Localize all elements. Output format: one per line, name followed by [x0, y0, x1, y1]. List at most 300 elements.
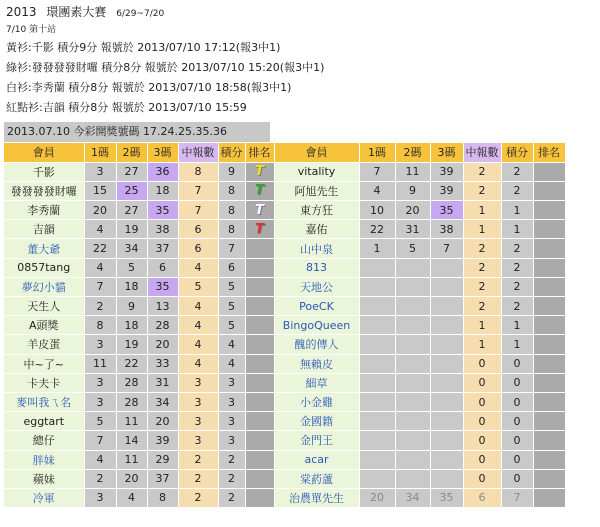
table-row [4, 488, 565, 507]
member-name: 蘋妹 [4, 469, 84, 488]
pick-number [395, 412, 430, 431]
member-name: 吉韻 [4, 220, 84, 239]
pick-number: 4 [116, 488, 147, 507]
member-name: 冷軍 [4, 488, 84, 507]
pick-number: 20 [147, 412, 178, 431]
title-text: 環團素大賽 [46, 5, 107, 19]
points: 3 [218, 392, 245, 411]
member-name: vitality [274, 162, 359, 181]
rank-cell [245, 201, 274, 220]
hit-count: 0 [463, 450, 501, 469]
pick-number [359, 450, 395, 469]
pick-number: 3 [84, 488, 116, 507]
rank-cell [533, 354, 565, 373]
pick-number: 39 [147, 431, 178, 450]
member-name: 嘉佑 [274, 220, 359, 239]
pick-number [359, 277, 395, 296]
points: 0 [501, 412, 533, 431]
pick-number [430, 258, 463, 277]
hit-count: 2 [178, 469, 218, 488]
member-name: acar [274, 450, 359, 469]
pick-number: 37 [147, 469, 178, 488]
pick-number: 34 [147, 392, 178, 411]
table-row [4, 431, 565, 450]
points: 7 [218, 239, 245, 258]
hit-count: 6 [178, 220, 218, 239]
pick-number: 10 [359, 201, 395, 220]
member-name: 總仔 [4, 431, 84, 450]
member-name: 董大爺 [4, 239, 84, 258]
points: 1 [501, 220, 533, 239]
col-n3: 3碼 [147, 143, 178, 162]
points: 8 [218, 220, 245, 239]
pick-number [395, 431, 430, 450]
table-row [4, 316, 565, 335]
points: 8 [218, 201, 245, 220]
hit-count: 4 [178, 258, 218, 277]
pick-number: 27 [116, 201, 147, 220]
member-name: 0857tang [4, 258, 84, 277]
hit-count: 1 [463, 335, 501, 354]
hit-count: 3 [178, 373, 218, 392]
draw-numbers-bar: 2013.07.10 今彩開獎號碼 17.24.25.35.36 [4, 122, 270, 142]
pick-number: 22 [359, 220, 395, 239]
pick-number: 2 [84, 469, 116, 488]
pick-number: 4 [84, 258, 116, 277]
points: 2 [501, 239, 533, 258]
hit-count: 0 [463, 354, 501, 373]
rank-cell [533, 258, 565, 277]
pick-number: 22 [84, 239, 116, 258]
col-points-right: 積分 [501, 143, 533, 162]
pick-number: 8 [147, 488, 178, 507]
table-row [4, 277, 565, 296]
hit-count: 2 [178, 450, 218, 469]
pick-number: 22 [116, 354, 147, 373]
member-name: 東方狂 [274, 201, 359, 220]
hit-count: 0 [463, 431, 501, 450]
points: 0 [501, 469, 533, 488]
pick-number: 28 [116, 373, 147, 392]
rank-cell [533, 181, 565, 200]
points: 5 [218, 297, 245, 316]
table-row [4, 201, 565, 220]
hit-count: 7 [178, 181, 218, 200]
hit-count: 3 [178, 431, 218, 450]
member-name: 卡夫卡 [4, 373, 84, 392]
pick-number [395, 316, 430, 335]
table-row [4, 469, 565, 488]
pick-number: 3 [84, 335, 116, 354]
table-row [4, 297, 565, 316]
pick-number: 35 [147, 277, 178, 296]
points: 1 [501, 316, 533, 335]
table-row [4, 181, 565, 200]
pick-number [430, 335, 463, 354]
table-header-row [4, 143, 565, 162]
points: 5 [218, 277, 245, 296]
pick-number [430, 450, 463, 469]
pick-number: 11 [116, 412, 147, 431]
rank-cell [245, 431, 274, 450]
pick-number: 38 [147, 220, 178, 239]
points: 0 [501, 354, 533, 373]
points: 1 [501, 201, 533, 220]
rank-cell [533, 450, 565, 469]
points: 2 [501, 162, 533, 181]
hit-count: 2 [463, 258, 501, 277]
pick-number [359, 316, 395, 335]
pick-number: 28 [116, 392, 147, 411]
pick-number: 7 [84, 277, 116, 296]
pick-number [359, 392, 395, 411]
pick-number [395, 469, 430, 488]
member-name: 細草 [274, 373, 359, 392]
pick-number [395, 335, 430, 354]
col-hits: 中報數 [178, 143, 218, 162]
rank-cell [533, 201, 565, 220]
pick-number [430, 297, 463, 316]
points: 3 [218, 431, 245, 450]
rank-cell [245, 277, 274, 296]
points: 4 [218, 354, 245, 373]
rank-cell [245, 335, 274, 354]
member-name: 胖妹 [4, 450, 84, 469]
pick-number: 2 [84, 297, 116, 316]
stage-label: 7/10 第十站 [6, 25, 57, 35]
table-row [4, 162, 565, 181]
pick-number: 20 [84, 201, 116, 220]
rank-cell [245, 220, 274, 239]
pick-number [359, 258, 395, 277]
pick-number [359, 469, 395, 488]
table-row [4, 412, 565, 431]
pick-number: 11 [116, 450, 147, 469]
hit-count: 3 [178, 412, 218, 431]
member-name: 夢幻小貓 [4, 277, 84, 296]
rank-cell [533, 373, 565, 392]
table-row [4, 220, 565, 239]
pick-number: 3 [84, 373, 116, 392]
pick-number: 18 [147, 181, 178, 200]
points: 3 [218, 412, 245, 431]
points: 6 [218, 258, 245, 277]
page-title [6, 2, 596, 22]
pick-number: 20 [147, 335, 178, 354]
member-name: 山中泉 [274, 239, 359, 258]
pick-number [430, 373, 463, 392]
points: 0 [501, 373, 533, 392]
points: 5 [218, 316, 245, 335]
col-rank-right: 排名 [533, 143, 565, 162]
pick-number [395, 297, 430, 316]
points: 2 [218, 469, 245, 488]
member-name: 千影 [4, 162, 84, 181]
pick-number [430, 392, 463, 411]
pick-number: 36 [147, 162, 178, 181]
pick-number [430, 431, 463, 450]
page-header [6, 2, 596, 118]
member-name: 天地公 [274, 277, 359, 296]
pick-number [430, 354, 463, 373]
member-name: PoeCK [274, 297, 359, 316]
pick-number: 3 [84, 162, 116, 181]
col-points: 積分 [218, 143, 245, 162]
points: 2 [501, 181, 533, 200]
pick-number [359, 297, 395, 316]
rank-cell [245, 373, 274, 392]
pick-number: 19 [116, 335, 147, 354]
points: 9 [218, 162, 245, 181]
hit-count: 0 [463, 412, 501, 431]
pick-number [395, 277, 430, 296]
member-name: 醜的傳人 [274, 335, 359, 354]
yellow-jersey-icon: T [255, 164, 264, 180]
pick-number [359, 412, 395, 431]
hit-count: 6 [178, 239, 218, 258]
member-name: 棠葯蘆 [274, 469, 359, 488]
member-name: 治農單先生 [274, 488, 359, 507]
points: 3 [218, 373, 245, 392]
pick-number: 5 [395, 239, 430, 258]
pick-number: 28 [147, 316, 178, 335]
member-name: 無賴皮 [274, 354, 359, 373]
hit-count: 0 [463, 373, 501, 392]
rank-cell [533, 469, 565, 488]
pick-number: 15 [84, 181, 116, 200]
points: 2 [218, 488, 245, 507]
hit-count: 1 [463, 316, 501, 335]
hit-count: 2 [178, 488, 218, 507]
pick-number: 35 [430, 488, 463, 507]
rank-cell [245, 239, 274, 258]
pick-number [430, 412, 463, 431]
pick-number: 7 [430, 239, 463, 258]
pick-number [430, 469, 463, 488]
table-row [4, 392, 565, 411]
points: 8 [218, 181, 245, 200]
rank-cell [533, 335, 565, 354]
rank-cell [245, 181, 274, 200]
title-year: 2013 [6, 5, 37, 19]
rank-cell [533, 488, 565, 507]
hit-count: 0 [463, 392, 501, 411]
pick-number: 33 [147, 354, 178, 373]
col-n1: 1碼 [84, 143, 116, 162]
rank-cell [245, 412, 274, 431]
hit-count: 4 [178, 335, 218, 354]
pick-number: 4 [359, 181, 395, 200]
table-row [4, 258, 565, 277]
table-row [4, 354, 565, 373]
hit-count: 1 [463, 201, 501, 220]
hit-count: 3 [178, 392, 218, 411]
col-hits-right: 中報數 [463, 143, 501, 162]
pick-number: 27 [116, 162, 147, 181]
pick-number: 14 [116, 431, 147, 450]
hit-count: 2 [463, 181, 501, 200]
rank-cell [533, 220, 565, 239]
points: 4 [218, 335, 245, 354]
rank-cell [533, 431, 565, 450]
pick-number: 3 [84, 392, 116, 411]
member-name: BingoQueen [274, 316, 359, 335]
member-name: 813 [274, 258, 359, 277]
pick-number: 20 [359, 488, 395, 507]
pick-number [359, 354, 395, 373]
hit-count: 4 [178, 316, 218, 335]
member-name: 天生人 [4, 297, 84, 316]
pick-number: 39 [430, 181, 463, 200]
pick-number: 35 [147, 201, 178, 220]
member-name: 發發發發財囉 [4, 181, 84, 200]
rank-cell [533, 162, 565, 181]
green-jersey-icon: T [255, 183, 264, 199]
pick-number [395, 392, 430, 411]
pick-number: 5 [84, 412, 116, 431]
rank-cell [533, 392, 565, 411]
pick-number: 9 [395, 181, 430, 200]
pick-number: 1 [359, 239, 395, 258]
hit-count: 4 [178, 354, 218, 373]
pick-number: 19 [116, 220, 147, 239]
member-name: 中~了~ [4, 354, 84, 373]
pick-number: 6 [147, 258, 178, 277]
points: 1 [501, 335, 533, 354]
member-name: 李秀蘭 [4, 201, 84, 220]
pick-number: 31 [147, 373, 178, 392]
pick-number [395, 258, 430, 277]
pick-number: 11 [395, 162, 430, 181]
rank-cell [245, 258, 274, 277]
member-name: 麥叫我ㄟ名 [4, 392, 84, 411]
points: 2 [218, 450, 245, 469]
winner-red: 紅點衫:吉韻 積分8分 報號於 2013/07/10 15:59 [6, 101, 247, 114]
pick-number: 29 [147, 450, 178, 469]
col-member-right: 會員 [274, 143, 359, 162]
points: 2 [501, 297, 533, 316]
points: 2 [501, 258, 533, 277]
pick-number: 8 [84, 316, 116, 335]
member-name: eggtart [4, 412, 84, 431]
hit-count: 4 [178, 297, 218, 316]
hit-count: 7 [178, 201, 218, 220]
rank-cell [533, 297, 565, 316]
pick-number: 18 [116, 316, 147, 335]
pick-number [430, 316, 463, 335]
winner-yellow: 黃衫:千影 積分9分 報號於 2013/07/10 17:12(報3中1) [6, 41, 281, 54]
col-n1-right: 1碼 [359, 143, 395, 162]
member-name: 羊皮蛋 [4, 335, 84, 354]
table-row [4, 373, 565, 392]
pick-number [359, 335, 395, 354]
col-n3-right: 3碼 [430, 143, 463, 162]
hit-count: 6 [463, 488, 501, 507]
table-row [4, 239, 565, 258]
table-row [4, 335, 565, 354]
pick-number: 4 [84, 450, 116, 469]
rank-cell [245, 469, 274, 488]
rank-cell [245, 297, 274, 316]
member-name: A頭獎 [4, 316, 84, 335]
pick-number: 7 [84, 431, 116, 450]
pick-number: 31 [395, 220, 430, 239]
hit-count: 2 [463, 277, 501, 296]
pick-number: 9 [116, 297, 147, 316]
rank-cell [245, 450, 274, 469]
pick-number [359, 373, 395, 392]
pick-number: 34 [395, 488, 430, 507]
pick-number: 38 [430, 220, 463, 239]
points: 0 [501, 431, 533, 450]
hit-count: 2 [463, 162, 501, 181]
rank-cell [245, 392, 274, 411]
pick-number: 34 [116, 239, 147, 258]
member-name: 金國籍 [274, 412, 359, 431]
points: 2 [501, 277, 533, 296]
pick-number: 11 [84, 354, 116, 373]
pick-number [430, 277, 463, 296]
rank-cell [533, 277, 565, 296]
pick-number: 20 [116, 469, 147, 488]
hit-count: 5 [178, 277, 218, 296]
member-name: 阿旭先生 [274, 181, 359, 200]
points: 7 [501, 488, 533, 507]
winner-green: 綠衫:發發發發財囉 積分8分 報號於 2013/07/10 15:20(報3中1) [6, 61, 325, 74]
rank-cell [533, 239, 565, 258]
hit-count: 2 [463, 239, 501, 258]
rank-cell [245, 354, 274, 373]
pick-number [395, 450, 430, 469]
col-member: 會員 [4, 143, 84, 162]
hit-count: 2 [463, 297, 501, 316]
col-rank: 排名 [245, 143, 274, 162]
points: 0 [501, 392, 533, 411]
hit-count: 0 [463, 469, 501, 488]
title-period: 6/29~7/20 [116, 9, 165, 19]
table-body [4, 162, 565, 507]
points: 0 [501, 450, 533, 469]
rank-cell [533, 316, 565, 335]
hit-count: 8 [178, 162, 218, 181]
member-name: 小金雞 [274, 392, 359, 411]
hit-count: 1 [463, 220, 501, 239]
rank-cell [245, 316, 274, 335]
rank-cell [245, 488, 274, 507]
pick-number: 5 [116, 258, 147, 277]
table-row [4, 450, 565, 469]
pick-number: 39 [430, 162, 463, 181]
rank-cell [245, 162, 274, 181]
col-n2: 2碼 [116, 143, 147, 162]
pick-number: 4 [84, 220, 116, 239]
pick-number [395, 373, 430, 392]
winner-white: 白衫:李秀蘭 積分8分 報號於 2013/07/10 18:58(報3中1) [6, 81, 292, 94]
pick-number: 35 [430, 201, 463, 220]
pick-number: 13 [147, 297, 178, 316]
rank-cell [533, 412, 565, 431]
pick-number [359, 431, 395, 450]
member-name: 金門王 [274, 431, 359, 450]
pick-number: 7 [359, 162, 395, 181]
pick-number: 20 [395, 201, 430, 220]
pick-number: 25 [116, 181, 147, 200]
pick-number: 37 [147, 239, 178, 258]
pick-number [395, 354, 430, 373]
pick-number: 18 [116, 277, 147, 296]
white-jersey-icon: T [255, 202, 264, 218]
score-table [4, 143, 566, 508]
